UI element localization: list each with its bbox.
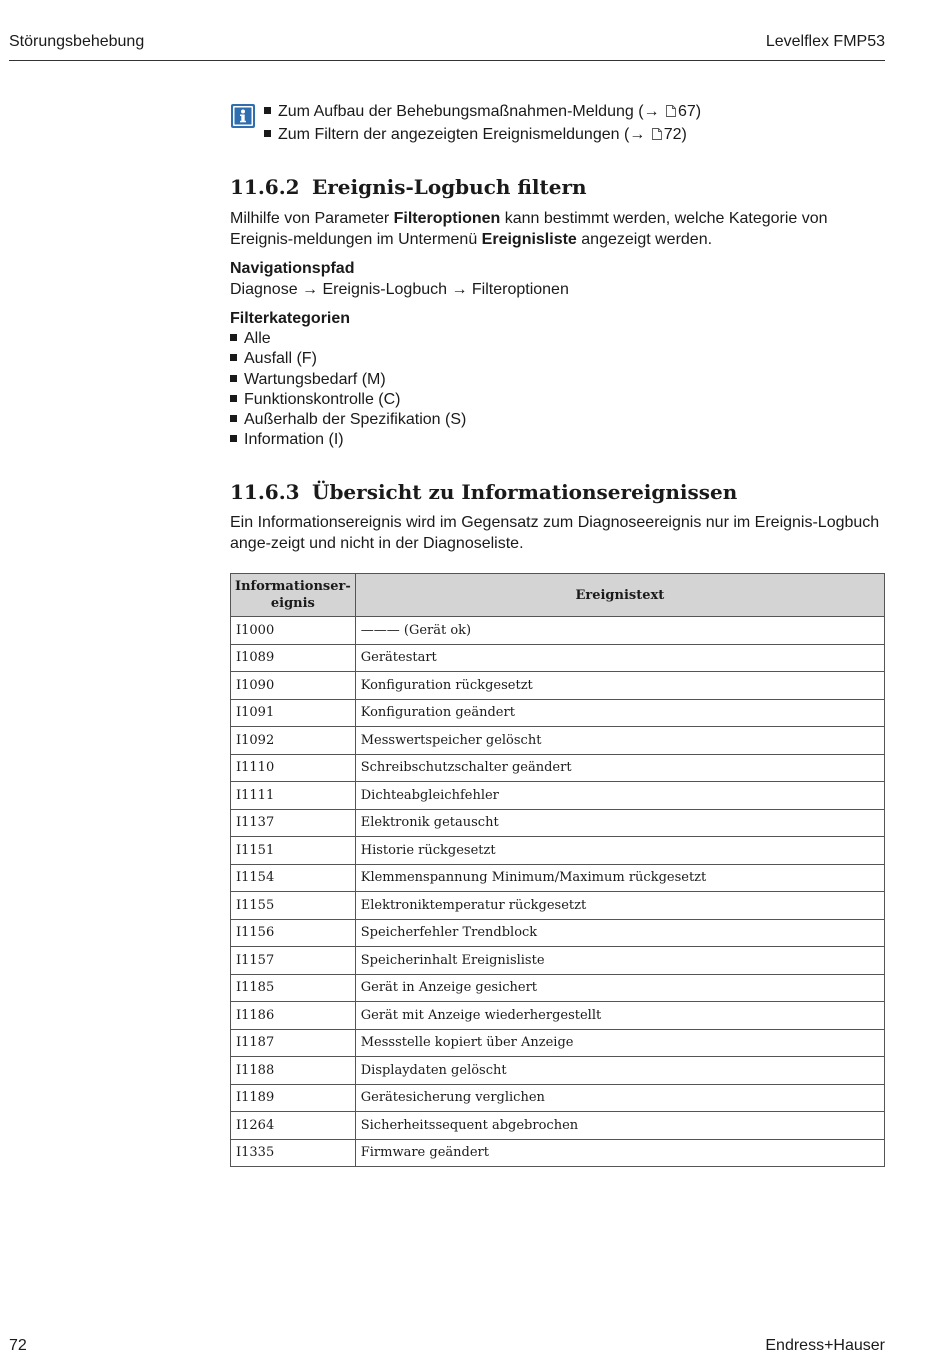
- table-row: [231, 809, 885, 837]
- event-code-cell: I1110: [231, 754, 356, 782]
- event-text-cell: Messstelle kopiert über Anzeige: [355, 1029, 884, 1057]
- table-row: [231, 974, 885, 1002]
- table-row: [231, 1139, 885, 1167]
- bullet-square-icon: [230, 395, 237, 402]
- table-row: [231, 892, 885, 920]
- event-text-cell: Dichteabgleichfehler: [355, 782, 884, 810]
- event-code-cell: I1189: [231, 1084, 356, 1112]
- table-row: [231, 837, 885, 865]
- page-number: 72: [9, 1337, 27, 1354]
- event-code-cell: I1155: [231, 892, 356, 920]
- table-row: [231, 1002, 885, 1030]
- table-row: [231, 1029, 885, 1057]
- page-reference-icon: [652, 128, 662, 140]
- event-code-cell: I1185: [231, 974, 356, 1002]
- event-text-cell: Gerät mit Anzeige wiederhergestellt: [355, 1002, 884, 1030]
- list-item: Ausfall (F): [230, 349, 885, 369]
- event-code-cell: I1157: [231, 947, 356, 975]
- table-row: [231, 947, 885, 975]
- section-heading-11-6-3: [230, 480, 885, 504]
- event-text-cell: Elektronik getauscht: [355, 809, 884, 837]
- table-row: [231, 727, 885, 755]
- arrow-right-icon: →: [643, 103, 660, 120]
- event-code-cell: I1335: [231, 1139, 356, 1167]
- bullet-square-icon: [230, 375, 237, 382]
- section-number: 11.6.2: [230, 175, 300, 199]
- table-body: [231, 617, 885, 1167]
- bullet-square-icon: [264, 107, 271, 114]
- filter-categories-list: [230, 329, 885, 451]
- page-reference-link[interactable]: 67): [678, 103, 702, 120]
- event-code-cell: I1137: [231, 809, 356, 837]
- info-icon: [230, 103, 256, 129]
- info-note-item: Zum Aufbau der Behebungsmaßnahmen-Meldung (→ 67): [264, 100, 890, 123]
- section-heading-11-6-2: [230, 175, 885, 199]
- list-item: Wartungsbedarf (M): [230, 370, 885, 390]
- event-text-cell: Speicherinhalt Ereignisliste: [355, 947, 884, 975]
- info-note: [230, 100, 890, 146]
- page-reference-link[interactable]: 72): [663, 126, 687, 143]
- event-text-cell: Konfiguration rückgesetzt: [355, 672, 884, 700]
- event-code-cell: I1187: [231, 1029, 356, 1057]
- table-row: [231, 782, 885, 810]
- event-code-cell: I1089: [231, 644, 356, 672]
- bullet-square-icon: [264, 130, 271, 137]
- event-text-cell: Schreibschutzschalter geändert: [355, 754, 884, 782]
- event-text-cell: Firmware geändert: [355, 1139, 884, 1167]
- information-events-table: [230, 573, 885, 1167]
- event-code-cell: I1111: [231, 782, 356, 810]
- event-text-cell: Gerätestart: [355, 644, 884, 672]
- event-text-cell: Sicherheitssequent abgebrochen: [355, 1112, 884, 1140]
- event-text-cell: Historie rückgesetzt: [355, 837, 884, 865]
- event-text-cell: Elektroniktemperatur rückgesetzt: [355, 892, 884, 920]
- list-item: Alle: [230, 329, 885, 349]
- table-row: [231, 1057, 885, 1085]
- list-item: Funktionskontrolle (C): [230, 390, 885, 410]
- table-row: [231, 644, 885, 672]
- section-number: 11.6.3: [230, 480, 300, 504]
- table-row: [231, 1112, 885, 1140]
- event-code-cell: I1091: [231, 699, 356, 727]
- section-1-intro: Milhilfe von Parameter Filteroptionen kann bestimmt werden, welche Kategorie von Ereignis-meldungen im Untermenü Ereignisliste angezeigt werden.: [230, 210, 828, 248]
- info-note-item: Zum Filtern der angezeigten Ereignismeldungen (→ 72): [264, 123, 890, 146]
- bullet-square-icon: [230, 435, 237, 442]
- section-title: Ereignis-Logbuch filtern: [312, 175, 587, 199]
- table-header-row: [231, 574, 885, 617]
- event-code-cell: I1156: [231, 919, 356, 947]
- filter-categories-label: Filterkategorien: [230, 310, 351, 327]
- event-code-cell: I1264: [231, 1112, 356, 1140]
- section-1-body: [230, 208, 885, 451]
- event-text-cell: Klemmenspannung Minimum/Maximum rückgesetzt: [355, 864, 884, 892]
- arrow-right-icon: →: [629, 126, 646, 143]
- event-code-cell: I1154: [231, 864, 356, 892]
- event-code-cell: I1092: [231, 727, 356, 755]
- event-text-cell: Displaydaten gelöscht: [355, 1057, 884, 1085]
- nav-path: Diagnose → Ereignis-Logbuch → Filteroptionen: [230, 281, 569, 298]
- event-text-cell: Messwertspeicher gelöscht: [355, 727, 884, 755]
- section-title: Übersicht zu Informationsereignissen: [312, 480, 738, 504]
- column-header-event-text: Ereignistext: [355, 574, 884, 617]
- header-product-name: Levelflex FMP53: [765, 33, 885, 50]
- event-text-cell: Konfiguration geändert: [355, 699, 884, 727]
- table-row: [231, 672, 885, 700]
- table-row: [231, 919, 885, 947]
- page-reference-icon: [666, 105, 676, 117]
- list-item: Außerhalb der Spezifikation (S): [230, 410, 885, 430]
- column-header-event: Informationser-eignis: [231, 574, 356, 617]
- event-text-cell: Gerätesicherung verglichen: [355, 1084, 884, 1112]
- event-text-cell: ——— (Gerät ok): [355, 617, 884, 645]
- event-text-cell: Speicherfehler Trendblock: [355, 919, 884, 947]
- list-item: Information (I): [230, 430, 885, 450]
- event-code-cell: I1000: [231, 617, 356, 645]
- nav-path-label: Navigationspfad: [230, 260, 355, 277]
- event-code-cell: I1186: [231, 1002, 356, 1030]
- bullet-square-icon: [230, 415, 237, 422]
- section-2-intro: Ein Informationsereignis wird im Gegensatz zum Diagnoseereignis nur im Ereignis-Logbuch ange-zeigt und nicht in der Diagnoseliste.: [230, 514, 880, 552]
- table-row: [231, 699, 885, 727]
- event-text-cell: Gerät in Anzeige gesichert: [355, 974, 884, 1002]
- event-code-cell: I1151: [231, 837, 356, 865]
- header-section-title: Störungsbehebung: [9, 33, 145, 50]
- table-row: [231, 864, 885, 892]
- bullet-square-icon: [230, 334, 237, 341]
- table-row: [231, 1084, 885, 1112]
- section-2-body: [230, 512, 885, 554]
- bullet-square-icon: [230, 354, 237, 361]
- table-row: [231, 754, 885, 782]
- event-code-cell: I1090: [231, 672, 356, 700]
- table-row: [231, 617, 885, 645]
- page-header: [9, 31, 885, 61]
- footer-brand: Endress+Hauser: [765, 1337, 885, 1354]
- event-code-cell: I1188: [231, 1057, 356, 1085]
